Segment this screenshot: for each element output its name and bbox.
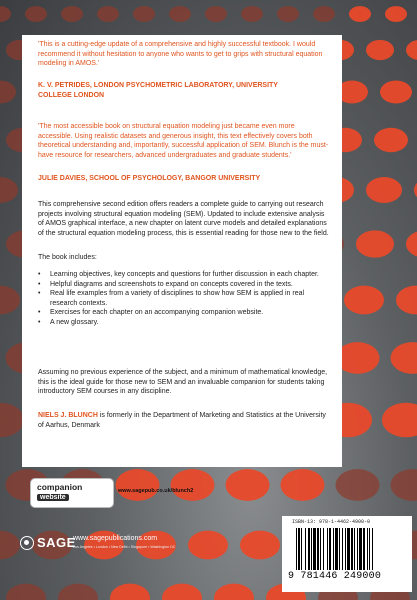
barcode-bar (351, 528, 353, 570)
decorative-dot (240, 531, 280, 560)
barcode-bar (345, 528, 346, 570)
decorative-dot (116, 469, 160, 501)
barcode-bar (372, 528, 373, 570)
barcode-bar (335, 528, 338, 570)
barcode-bar (342, 528, 343, 570)
barcode-bar (359, 528, 362, 570)
decorative-dot (6, 584, 46, 600)
decorative-dot (169, 6, 191, 22)
review-quote-2: 'The most accessible book on structural equation modeling just became even more accessible. Using realistic datasets and generous insight, this text effectively covers both theoretical understanding and, importantly, successful application of SEM. Blunch is the must-have resource for researchers, advanced undergraduates and graduate students.' (38, 123, 329, 159)
barcode-bar (320, 528, 321, 570)
decorative-dot (366, 40, 394, 60)
isbn-label: ISBN-13: 978-1-4462-4900-0 (292, 519, 371, 525)
barcode-bar (357, 528, 358, 570)
decorative-dot (366, 177, 402, 203)
decorative-dot (162, 584, 202, 600)
companion-website-url[interactable]: www.sagepub.co.uk/blunch2 (118, 488, 194, 494)
decorative-dot (406, 230, 417, 257)
barcode-bar (317, 528, 319, 570)
decorative-dot (344, 286, 384, 315)
decorative-dot (25, 6, 47, 22)
barcode-bar (301, 528, 302, 570)
barcode-bar (329, 528, 331, 570)
decorative-dot (110, 584, 150, 600)
barcode-bar (308, 528, 310, 570)
barcode-bar (327, 528, 328, 570)
barcode-icon (296, 528, 400, 570)
author-name: NIELS J. BLUNCH (38, 412, 98, 419)
feature-item: • A new glossary. (38, 318, 330, 328)
book-description: This comprehensive second edition offers readers a complete guide to carrying out research projects involving structural equation modeling (SEM). Updated to include extensive analysis of AMOS graphical interface, a new chapter on latent curve models and detailed explanations of the structural equation modeling process, this is essential reading for those new to the field. (38, 201, 329, 237)
decorative-dot (391, 469, 417, 501)
decorative-dot (336, 342, 380, 374)
decorative-dot (385, 6, 407, 22)
decorative-dot (0, 6, 11, 22)
decorative-dot (396, 286, 417, 315)
decorative-dot (313, 6, 335, 22)
barcode-bar (323, 528, 324, 570)
decorative-dot (214, 584, 254, 600)
sage-logo-text: SAGE (37, 535, 76, 550)
feature-item: • Learning objectives, key concepts and questions for further discussion in each chapter. (38, 270, 330, 280)
decorative-dot (336, 469, 380, 501)
decorative-dot (97, 6, 119, 22)
includes-heading: The book includes: (38, 254, 97, 261)
decorative-dot (349, 6, 371, 22)
barcode-bar (347, 528, 350, 570)
barcode-bar (363, 528, 365, 570)
barcode-bar (354, 528, 355, 570)
barcode-box (282, 516, 412, 592)
decorative-dot (0, 177, 18, 203)
review-quote-1: 'This is a cutting-edge update of a comprehensive and highly successful textbook. I would recommend it without hesitation to anyone who wants to get to grips with structural equation modeling in AMOS.' (38, 41, 323, 68)
companion-label: companion (37, 482, 83, 492)
decorative-dot (374, 128, 408, 152)
barcode-bar (333, 528, 334, 570)
decorative-dot (356, 230, 394, 257)
author-bio (38, 411, 330, 430)
sage-circle-icon (20, 536, 34, 550)
companion-website-badge (30, 478, 114, 508)
decorative-dot (133, 6, 155, 22)
publisher-cities: Los Angeles • London • New Delhi • Singapore • Washington DC (73, 545, 176, 549)
review-attribution-2: JULIE DAVIES, SCHOOL OF PSYCHOLOGY, BANGOR UNIVERSITY (38, 175, 261, 182)
decorative-dot (61, 6, 83, 22)
decorative-dot (226, 469, 270, 501)
review-attribution-1-line1: K. V. PETRIDES, LONDON PSYCHOMETRIC LABORATORY, UNIVERSITY (38, 82, 278, 89)
barcode-bar (311, 528, 312, 570)
decorative-dot (241, 6, 263, 22)
decorative-dot (188, 531, 228, 560)
barcode-bar (339, 528, 340, 570)
website-label: website (37, 494, 69, 501)
feature-item: • Helpful diagrams and screenshots to expand on concepts covered in the texts. (38, 280, 330, 290)
feature-list (38, 270, 330, 328)
barcode-number: 9 781446 249000 (288, 571, 382, 582)
decorative-dot (205, 6, 227, 22)
decorative-dot (391, 342, 417, 374)
author-bio-text: is formerly in the Department of Marketing and Statistics at the University of Aarhus, Denmark (38, 412, 326, 429)
decorative-dot (0, 531, 20, 560)
audience-paragraph: Assuming no previous experience of the subject, and a minimum of mathematical knowledge, this is the ideal guide for those new to SEM and an invaluable companion for students taking introductory SEM courses in any discipline. (38, 369, 328, 396)
decorative-dot (0, 80, 16, 103)
barcode-bar (369, 528, 370, 570)
decorative-dot (58, 584, 98, 600)
barcode-bar (367, 528, 368, 570)
feature-item: • Exercises for each chapter on an accompanying companion website. (38, 308, 330, 318)
decorative-dot (281, 469, 325, 501)
decorative-dot (277, 6, 299, 22)
feature-item: • Real life examples from a variety of disciplines to show how SEM is applied in real research contexts. (38, 289, 330, 308)
barcode-bar (296, 528, 297, 570)
decorative-dot (382, 403, 417, 438)
decorative-dot (406, 40, 417, 60)
barcode-bar (298, 528, 300, 570)
decorative-dot (171, 469, 215, 501)
decorative-dot (0, 286, 20, 315)
decorative-dot (0, 403, 24, 438)
review-attribution-1-line2: COLLEGE LONDON (38, 92, 105, 99)
barcode-bar (313, 528, 316, 570)
decorative-dot (380, 80, 412, 103)
barcode-bar (305, 528, 306, 570)
publisher-url[interactable]: www.sagepublications.com (73, 535, 158, 542)
